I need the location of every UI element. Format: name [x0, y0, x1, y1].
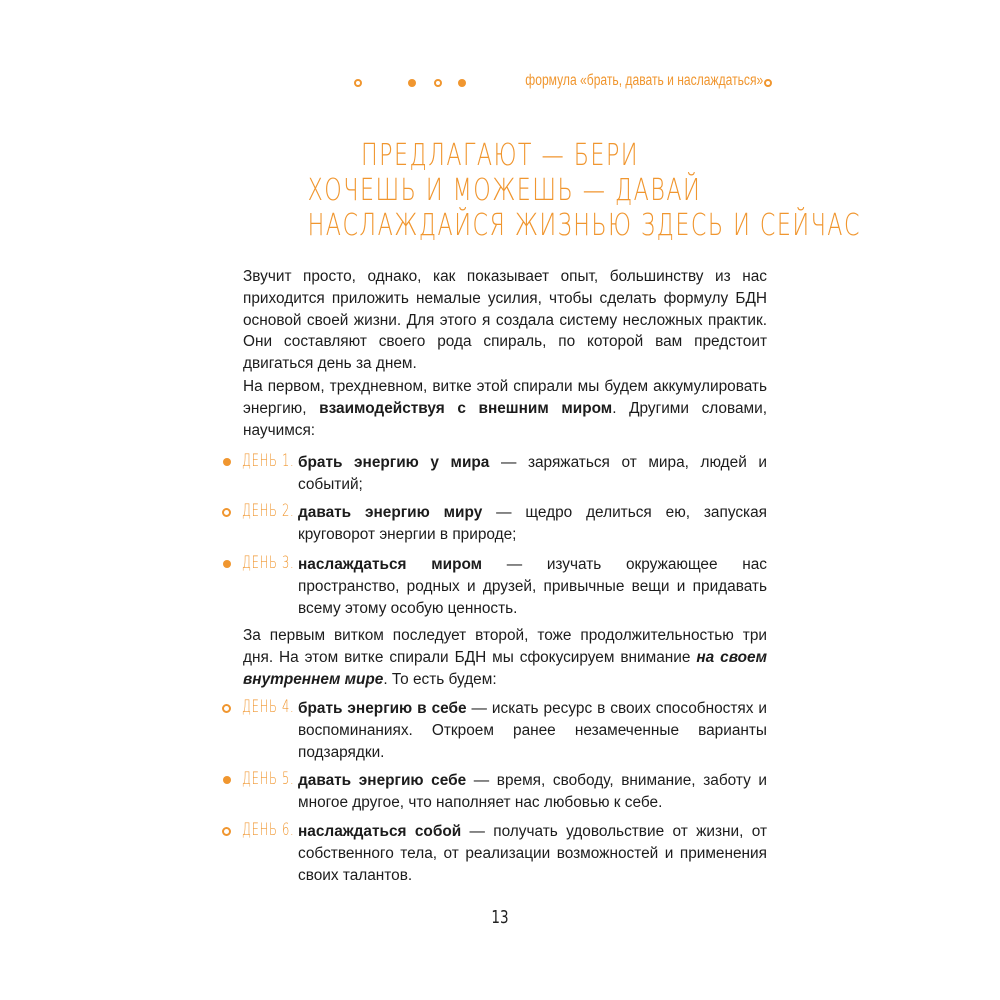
bullet-ring-icon — [222, 827, 231, 836]
bold-italic-span: на своем внутреннем мире — [243, 648, 768, 688]
title-line-3: НАСЛАЖДАЙСЯ ЖИЗНЬЮ ЗДЕСЬ И СЕЙЧАС — [307, 208, 861, 243]
page-title — [240, 138, 861, 243]
text-span: . То есть будем: — [383, 670, 497, 688]
bullet-dot-icon — [223, 560, 231, 568]
header-dot — [458, 79, 466, 87]
day-bold: наслаждаться миром — [298, 556, 483, 573]
day-text — [298, 502, 767, 546]
intro-paragraph-2 — [243, 376, 767, 441]
header-ring-dot — [354, 79, 362, 87]
day-bold: брать энергию в себе — [298, 700, 467, 717]
bold-span: взаимодействуя с внешним миром — [319, 399, 613, 417]
mid-paragraph — [243, 625, 767, 690]
day-label: ДЕНЬ 4. — [242, 697, 295, 717]
bullet-ring-icon — [222, 508, 231, 517]
day-bold: давать энергию себе — [298, 772, 467, 789]
day-desc: — получать удовольствие от жизни, от собственного тела, от реализации возможностей и применения своих талантов. — [298, 823, 767, 884]
text-span: За первым витком последует второй, тоже продолжительностью три дня. На этом витке спирали БДН мы сфокусируем внимание — [243, 627, 767, 666]
text-span: На первом, трехдневном, витке этой спирали мы будем аккумулировать энергию, — [243, 378, 767, 417]
day-text — [298, 821, 767, 886]
page-number: 13 — [491, 907, 509, 928]
running-head-text: формула «брать, давать и наслаждаться» — [525, 72, 764, 89]
day-desc: — изучать окружающее нас пространство, родных и друзей, привычные вещи и придавать всему этому особую ценность. — [298, 556, 767, 617]
header-ring-dot — [434, 79, 442, 87]
text-span: . Другими словами, научимся: — [243, 399, 767, 439]
bullet-dot-icon — [223, 776, 231, 784]
day-desc: — искать ресурс в своих способностях и воспоминаниях. Откроем ранее незамеченные варианты подзарядки. — [298, 700, 767, 761]
day-label: ДЕНЬ 2. — [242, 501, 295, 521]
day-label: ДЕНЬ 5. — [242, 769, 295, 789]
day-text — [298, 452, 767, 496]
intro-paragraph-1: Звучит просто, однако, как показывает опыт, большинству из нас приходится приложить немалые усилия, чтобы сделать формулу БДН основой своей жизни. Для этого я создала систему несложных практик. Они составляют своего рода спираль, по которой вам предстоит двигаться день за днем. — [243, 268, 767, 373]
day-text — [298, 698, 767, 763]
day-text — [298, 770, 767, 814]
bullet-ring-icon — [222, 704, 231, 713]
day-label: ДЕНЬ 1. — [242, 451, 295, 471]
header-dot — [408, 79, 416, 87]
bullet-dot-icon — [223, 458, 231, 466]
day-bold: наслаждаться собой — [298, 823, 462, 840]
day-label: ДЕНЬ 6. — [242, 820, 295, 840]
running-header — [350, 70, 780, 100]
title-line-2: ХОЧЕШЬ И МОЖЕШЬ — ДАВАЙ — [307, 173, 702, 208]
day-text — [298, 554, 767, 619]
day-bold: брать энергию у мира — [298, 454, 490, 471]
day-label: ДЕНЬ 3. — [242, 553, 295, 573]
day-desc: — время, свободу, внимание, заботу и многое другое, что наполняет нас любовью к себе. — [298, 772, 768, 811]
day-bold: давать энергию миру — [298, 504, 483, 521]
title-line-1: ПРЕДЛАГАЮТ — БЕРИ — [360, 138, 640, 173]
day-desc: — щедро делиться ею, запуская круговорот энергии в природе; — [298, 504, 768, 543]
day-desc: — заряжаться от мира, людей и событий; — [298, 454, 767, 493]
header-ring-dot — [764, 79, 772, 87]
